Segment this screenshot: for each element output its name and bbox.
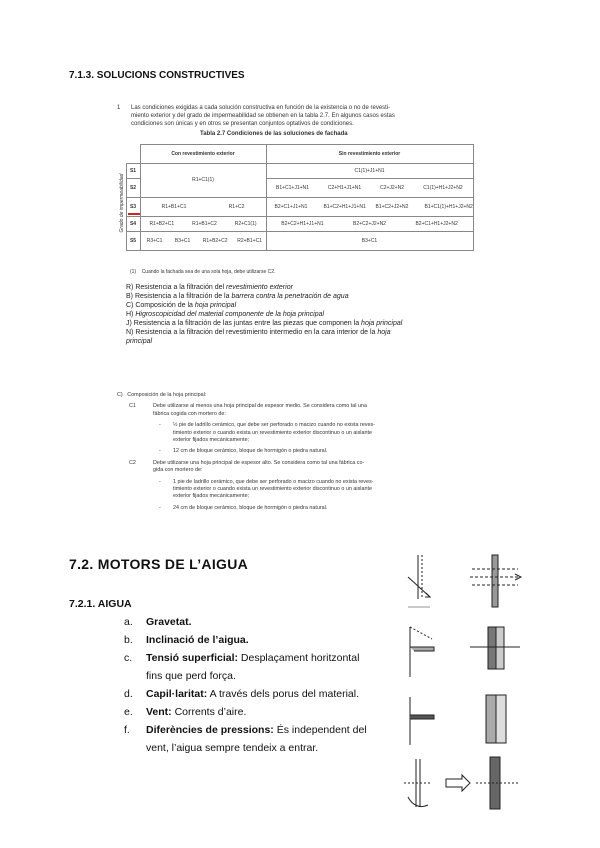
row-label: S4 [126,216,140,231]
list-desc: Corrents d’aire. [171,706,247,718]
note-italic: hoja [377,329,391,336]
note-item [126,292,486,301]
cell-without: B2+C2+J2+N2 [353,220,386,227]
list-desc: A través dels porus del material. [207,688,360,700]
section-title-721: 7.2.1. AIGUA [69,598,132,610]
hoja-heading [117,392,477,399]
note-text: Composición de la [135,302,195,309]
list-item [124,613,394,631]
bullet-line: 12 cm de bloque cerámico, bloque de hormigón o piedra natural. [173,448,328,455]
scan-intro [117,104,477,128]
note-key: N) [126,329,134,336]
bullet-line: 1 pie de ladrillo cerámico, que debe ser perforado o macizo cuando no exista reves- [173,478,374,485]
c1-line: Debe utilizarse al menos una hoja principal de espesor medio. Se considera como tal una [153,403,367,410]
bullet-line: 24 cm de bloque cerámico, bloque de hormigón o piedra natural. [173,504,328,511]
list-letter: b. [124,634,133,646]
c1-bullet: - ½ pie de ladrillo cerámico, que debe ser perforado o macizo cuando no exista reves- timiento exterior o cuando exista un revestimiento exterior discontinuo o un aislante exterior fijados mecánicamente; [159,422,375,444]
list-term: Gravetat. [146,616,192,628]
note-text: Resistencia a la filtración del revestimiento intermedio en la cara interior de la [135,329,378,336]
side-label-cell [117,145,126,251]
cell-without: C1(1)+J1+N1 [266,163,473,178]
footnote-mark: (1) [130,269,137,275]
note-italic: hoja principal [194,302,237,309]
note-italic: Higroscopicidad del material componente de la hoja principal [135,311,325,318]
list-item [124,631,394,649]
cell-without: C1(1)+H1+J2+N2 [423,184,463,191]
cell-without: B1+C1+J1+N1 [275,184,309,191]
table-caption: Tabla 2.7 Condiciones de las soluciones de fachada [200,131,348,137]
list-desc: Desplaçament horitzontal [238,652,360,664]
note-item [126,301,486,310]
cell-without: B2+C2+H1+J1+N1 [281,220,324,227]
note-key: J) [126,320,132,327]
motors-list [124,613,394,757]
water-penetration-diagram-icon [400,547,542,817]
note-key: H) [126,311,134,318]
c2-block [117,460,477,512]
c1-line: fábrica cogida con mortero de: [153,410,226,417]
red-underline [128,213,140,214]
list-desc: vent, l’aigua sempre tendeix a entrar. [146,742,319,754]
note-italic: hoja principal [361,320,403,327]
footnote [130,268,275,276]
bullet-line: exterior fijados mecánicamente; [173,437,250,444]
list-letter: a. [124,616,133,628]
list-term: Diferències de pressions: [146,724,274,736]
cell-with: R3+C1 [146,237,163,244]
c2-bullet: - 24 cm de bloque cerámico, bloque de hormigón o piedra natural. [159,504,328,511]
row-label: S5 [126,231,140,250]
bullet-line: ½ pie de ladrillo cerámico, que debe ser perforado o macizo cuando no exista reves- [173,422,375,429]
bullet-line: exterior fijados mecánicamente; [173,493,250,500]
c1-key: C1 [129,403,136,410]
c1-block [117,403,477,455]
cell-with: R2+C1(1) [234,220,257,227]
header-without: Sin revestimiento exterior [266,145,473,164]
c1-bullet: - 12 cm de bloque cerámico, bloque de hormigón o piedra natural. [159,448,328,455]
intro-line: miento exterior y del grado de impermeabilidad se obtienen en la tabla 2.7. En algunos casos estas [131,113,395,119]
row-label: S2 [126,178,140,197]
list-item [124,685,394,703]
cell-without: C2+H1+J1+N1 [327,184,362,191]
list-desc: És independent del [273,724,367,736]
hoja-principal-scan [117,392,477,512]
list-term: Tensió superficial: [146,652,238,664]
cell-without: B1+C2+H1+J1+N1 [323,203,366,210]
note-key: B) [126,293,133,300]
note-key: C) [126,302,134,309]
footnote-text: Cuando la fachada sea de una sola hoja, debe utilizarse C2. [141,269,276,275]
bullet-line: timiento exterior o cuando exista un revestimiento exterior discontinuo o un aislante [173,429,372,436]
list-letter: e. [124,706,133,718]
cell-without: C2+J2+N2 [380,184,404,191]
list-desc: fins que perd força. [146,670,236,682]
cell-with: B3+C1 [174,237,191,244]
item-number: 1 [117,105,121,111]
note-item [126,328,486,337]
cell-without: B2+C1+J1+N1 [274,203,308,210]
cell-without: B1+C1(1)+H1+J2+N2 [424,203,473,210]
list-item [124,721,394,757]
list-letter: d. [124,688,133,700]
c2-key: C2 [129,459,136,466]
list-term: Vent: [146,706,172,718]
c2-bullet: - 1 pie de ladrillo cerámico, que debe ser perforado o macizo cuando no exista reves- timiento exterior o cuando exista un revestimiento exterior discontinuo o un aislante exterior fijados mecánicamente; [159,478,374,500]
note-tail: principal [126,338,153,345]
row-label: S3 [129,203,137,210]
intro-line: condiciones son únicas y en otros se presentan conjuntos optativos de condiciones. [131,121,354,127]
note-key: R) [126,284,134,291]
c2-line: gida con mortero de: [153,467,203,474]
header-with: Con revestimiento exterior [140,145,266,164]
note-text: Resistencia a la filtración del [135,284,226,291]
cell-with: R2+B1+C1 [237,237,262,244]
note-text: Resistencia a la filtración de la [134,293,232,300]
list-item [124,703,394,721]
cell-with: R1+C1(1) [140,163,266,197]
list-item [124,649,394,685]
hoja-heading-text: Composición de la hoja principal: [127,392,207,398]
cell-with: R1+B2+C2 [202,237,228,244]
list-term: Inclinació de l’aigua. [146,634,249,646]
note-italic: barrera contra la penetración de agua [231,293,349,300]
condition-table [117,144,473,251]
side-label: Grado de impermeabilidad [119,173,125,232]
note-item [126,310,486,319]
list-letter: f. [124,724,130,736]
section-title-713: 7.1.3. SOLUCIONS CONSTRUCTIVES [69,70,245,81]
notes-list [126,283,486,346]
note-item [126,283,486,292]
list-letter: c. [124,652,133,664]
cell-with: R1+B1+C2 [192,220,217,227]
row-label: S1 [126,163,140,178]
cell-without: B2+C1+H1+J2+N2 [415,220,458,227]
note-text: Resistencia a la filtración de las juntas entre las piezas que componen la [133,320,362,327]
note-item [126,319,486,328]
bullet-line: timiento exterior o cuando exista un revestimiento exterior discontinuo o un aislante [173,486,372,493]
cell-without: B3+C1 [266,231,473,250]
note-italic: revestimiento exterior [226,284,293,291]
hoja-key: C) [117,392,123,398]
cell-with: R1+C2 [228,203,245,210]
c2-line: Debe utilizarse una hoja principal de espesor alto. Se considera como tal una fábrica co- [153,459,365,466]
cell-without: B1+C2+J2+N2 [375,203,409,210]
cell-with: R1+B1+C1 [161,203,187,210]
intro-line: Las condiciones exigidas a cada solución constructiva en función de la existencia o no de revesti- [131,105,391,111]
list-term: Capil·laritat: [146,688,208,700]
section-title-72: 7.2. MOTORS DE L’AIGUA [69,556,249,572]
cell-with: R1+B2+C1 [149,220,175,227]
